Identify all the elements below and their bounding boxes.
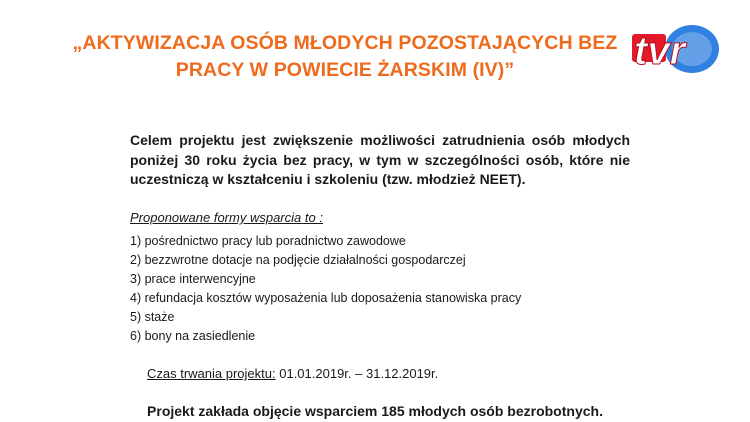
tvr-logo: [630, 16, 722, 78]
duration-label: Czas trwania projektu:: [147, 366, 276, 381]
support-form-item: 6) bony na zasiedlenie: [130, 329, 256, 343]
title-line-1: „AKTYWIZACJA OSÓB MŁODYCH POZOSTAJĄCYCH BEZ: [72, 32, 618, 54]
document-title: [60, 30, 630, 84]
support-form-item: 1) pośrednictwo pracy lub poradnictwo zawodowe: [130, 234, 406, 248]
support-form-item: 2) bezzwrotne dotacje na podjęcie działalności gospodarczej: [130, 253, 466, 267]
support-form-item: 5) staże: [130, 310, 175, 324]
support-form-item: 4) refundacja kosztów wyposażenia lub doposażenia stanowiska pracy: [130, 291, 522, 305]
project-duration: [147, 366, 438, 382]
support-forms-list: [130, 232, 521, 346]
title-line-2: PRACY W POWIECIE ŻARSKIM (IV)”: [175, 59, 515, 81]
project-summary: Projekt zakłada objęcie wsparciem 185 młodych osób bezrobotnych.: [147, 403, 603, 419]
logo-wordmark: tvr: [634, 29, 686, 73]
project-goal-paragraph: Celem projektu jest zwiększenie możliwości zatrudnienia osób młodych poniżej 30 roku życia bez pracy, w tym w szczególności osób, które nie uczestniczą w kształceniu i szkoleniu (tzw. młodzież NEET).: [130, 132, 630, 187]
support-forms-heading: Proponowane formy wsparcia to :: [130, 210, 323, 225]
duration-value: 01.01.2019r. – 31.12.2019r.: [275, 366, 439, 381]
support-form-item: 3) prace interwencyjne: [130, 272, 256, 286]
